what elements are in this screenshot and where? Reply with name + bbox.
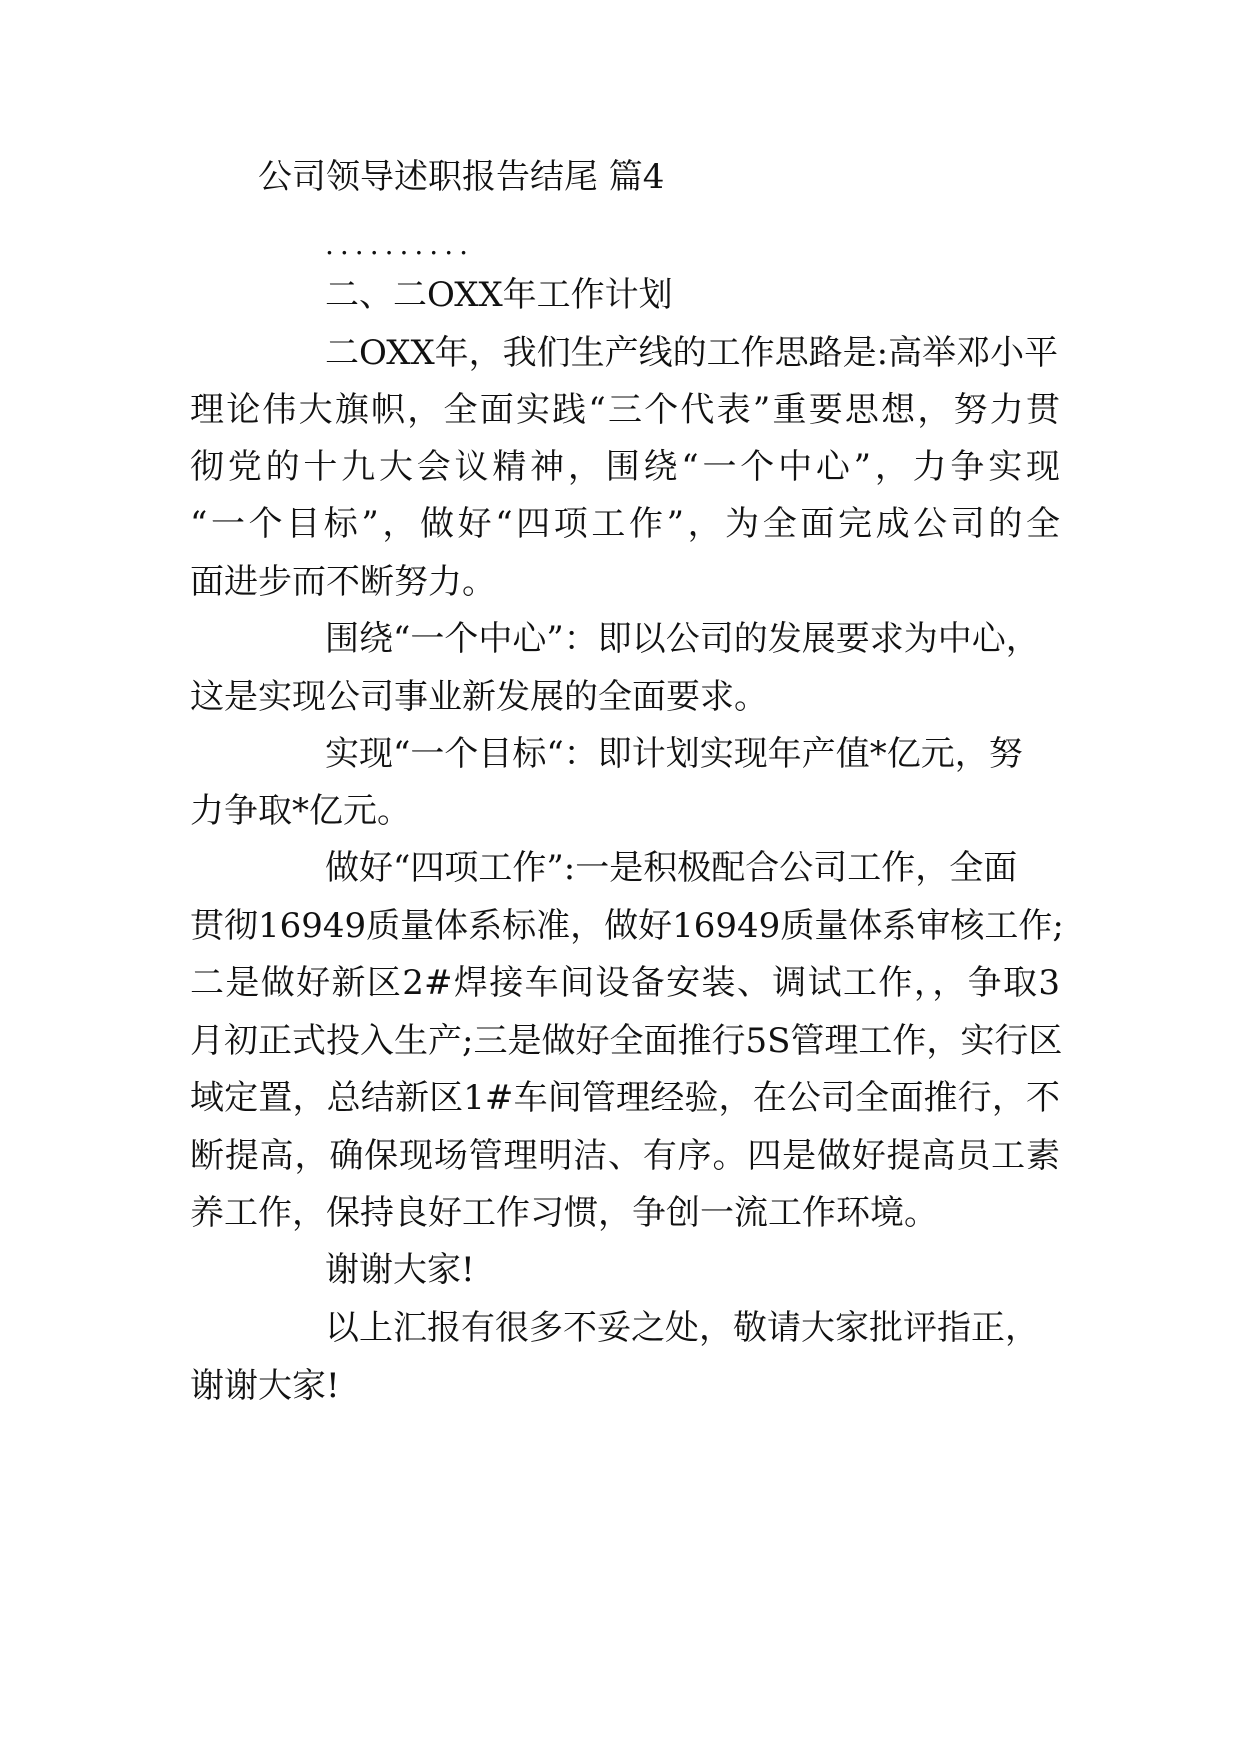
paragraph-line: 理论伟大旗帜，全面实践“三个代表”重要思想，努力贯 xyxy=(190,390,1060,430)
closing-thanks: 谢谢大家! xyxy=(325,1250,475,1290)
document-title: 公司领导述职报告结尾 篇4 xyxy=(258,157,665,197)
paragraph-line: 以上汇报有很多不妥之处，敬请大家批评指正， xyxy=(325,1308,1039,1348)
paragraph-line: 做好“四项工作”:一是积极配合公司工作，全面 xyxy=(325,848,1018,888)
paragraph-line: 断提高，确保现场管理明洁、有序。四是做好提高员工素 xyxy=(190,1136,1060,1176)
paragraph-line: 二OXX年，我们生产线的工作思路是:高举邓小平 xyxy=(325,333,1059,373)
paragraph-line: 彻党的十九大会议精神，围绕“一个中心”，力争实现 xyxy=(190,447,1060,487)
paragraph-line: “一个目标”，做好“四项工作”，为全面完成公司的全 xyxy=(190,504,1060,544)
paragraph-line: 围绕“一个中心”：即以公司的发展要求为中心， xyxy=(325,619,1040,659)
paragraph-line: 力争取*亿元。 xyxy=(190,791,411,831)
paragraph-line: 实现“一个目标“：即计划实现年产值*亿元，努 xyxy=(325,734,1023,774)
paragraph-line: 这是实现公司事业新发展的全面要求。 xyxy=(190,677,768,717)
paragraph-line: 面进步而不断努力。 xyxy=(190,562,496,602)
paragraph-line: 养工作，保持良好工作习惯，争创一流工作环境。 xyxy=(190,1193,938,1233)
paragraph-line: 月初正式投入生产;三是做好全面推行5S管理工作，实行区 xyxy=(190,1021,1063,1061)
paragraph-line: 二是做好新区2#焊接车间设备安装、调试工作，，争取3 xyxy=(190,963,1060,1003)
paragraph-line: 域定置，总结新区1#车间管理经验，在公司全面推行，不 xyxy=(190,1078,1060,1118)
final-thanks: 谢谢大家! xyxy=(190,1366,340,1406)
section-heading: 二、二OXX年工作计划 xyxy=(325,275,673,315)
ellipsis-separator: .......... xyxy=(325,228,475,261)
paragraph-line: 贯彻16949质量体系标准，做好16949质量体系审核工作; xyxy=(190,906,1064,946)
